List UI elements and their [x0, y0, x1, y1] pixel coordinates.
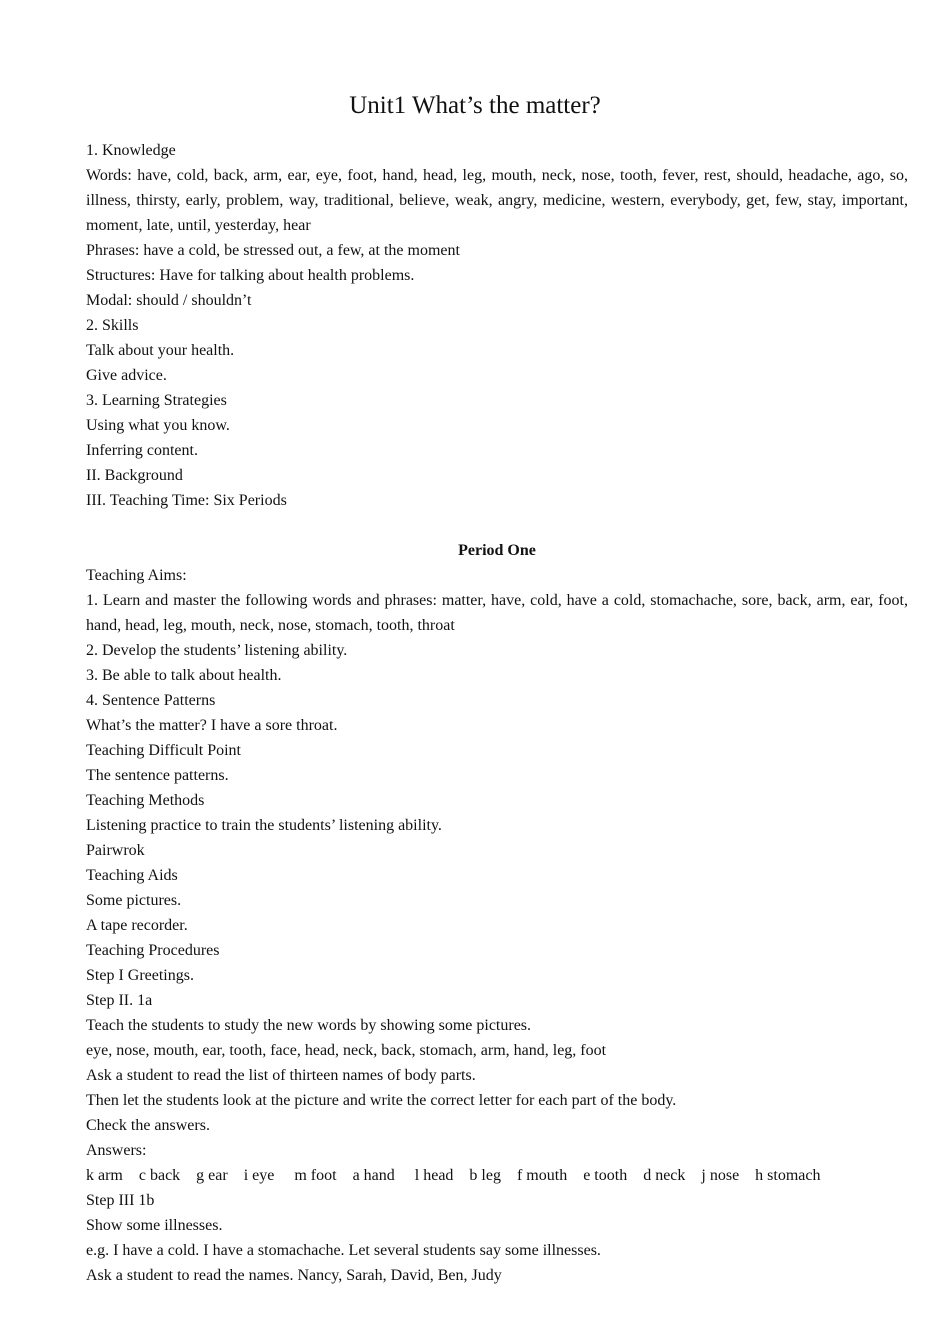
method-item: Listening practice to train the students’ listening ability.	[86, 817, 442, 834]
sentence-pattern: What’s the matter? I have a sore throat.	[86, 717, 338, 734]
skills-heading: 2. Skills	[86, 317, 139, 334]
background-heading: II. Background	[86, 467, 183, 484]
document-title: Unit1 What’s the matter?	[349, 92, 601, 119]
strategies-heading: 3. Learning Strategies	[86, 392, 227, 409]
aim-item: 4. Sentence Patterns	[86, 692, 216, 709]
answers-line: k arm c back g ear i eye m foot a hand l head b leg f mouth e tooth d neck j nose h stomach	[86, 1167, 821, 1184]
words-paragraph: Words: have, cold, back, arm, ear, eye, foot, hand, head, leg, mouth, neck, nose, tooth, fever, rest, should, headache, ago, so, illness, thirsty, early, problem, way, traditional, believe, weak, angry, medicine, western, everybody, get, few, stay, important, moment, late, until, yesterday, hear	[86, 167, 908, 234]
step-text: e.g. I have a cold. I have a stomachache. Let several students say some illnesses.	[86, 1242, 601, 1259]
aim-item: 1. Learn and master the following words and phrases: matter, have, cold, have a cold, stomachache, sore, back, arm, ear, foot, hand, head, leg, mouth, neck, nose, stomach, tooth, throat	[86, 592, 908, 634]
aim-item: 3. Be able to talk about health.	[86, 667, 282, 684]
aids-heading: Teaching Aids	[86, 867, 178, 884]
answers-label: Answers:	[86, 1142, 147, 1159]
difficult-point: The sentence patterns.	[86, 767, 229, 784]
modal-line: Modal: should / shouldn’t	[86, 292, 252, 309]
aid-item: Some pictures.	[86, 892, 182, 909]
aid-item: A tape recorder.	[86, 917, 188, 934]
phrases-line: Phrases: have a cold, be stressed out, a few, at the moment	[86, 242, 460, 259]
step-text: Check the answers.	[86, 1117, 210, 1134]
skill-item: Give advice.	[86, 367, 167, 384]
teaching-time-heading: III. Teaching Time: Six Periods	[86, 492, 287, 509]
difficult-point-heading: Teaching Difficult Point	[86, 742, 241, 759]
document-body	[86, 138, 908, 1288]
methods-heading: Teaching Methods	[86, 792, 205, 809]
strategy-item: Using what you know.	[86, 417, 230, 434]
step-text: Ask a student to read the names. Nancy, Sarah, David, Ben, Judy	[86, 1267, 502, 1284]
strategy-item: Inferring content.	[86, 442, 198, 459]
aims-heading: Teaching Aims:	[86, 567, 187, 584]
step-text: Show some illnesses.	[86, 1217, 223, 1234]
step-text: Then let the students look at the picture and write the correct letter for each part of the body.	[86, 1092, 677, 1109]
step-word-list: eye, nose, mouth, ear, tooth, face, head, neck, back, stomach, arm, hand, leg, foot	[86, 1042, 607, 1059]
aim-item: 2. Develop the students’ listening ability.	[86, 642, 348, 659]
step-heading: Step II. 1a	[86, 992, 153, 1009]
step-heading: Step III 1b	[86, 1192, 155, 1209]
structures-line: Structures: Have for talking about health problems.	[86, 267, 415, 284]
period-one-heading: Period One	[458, 542, 536, 559]
step-text: Ask a student to read the list of thirteen names of body parts.	[86, 1067, 476, 1084]
step-text: Teach the students to study the new words by showing some pictures.	[86, 1017, 532, 1034]
knowledge-heading: 1. Knowledge	[86, 142, 176, 159]
skill-item: Talk about your health.	[86, 342, 235, 359]
method-item: Pairwrok	[86, 842, 145, 859]
step-heading: Step I Greetings.	[86, 967, 194, 984]
procedures-heading: Teaching Procedures	[86, 942, 220, 959]
